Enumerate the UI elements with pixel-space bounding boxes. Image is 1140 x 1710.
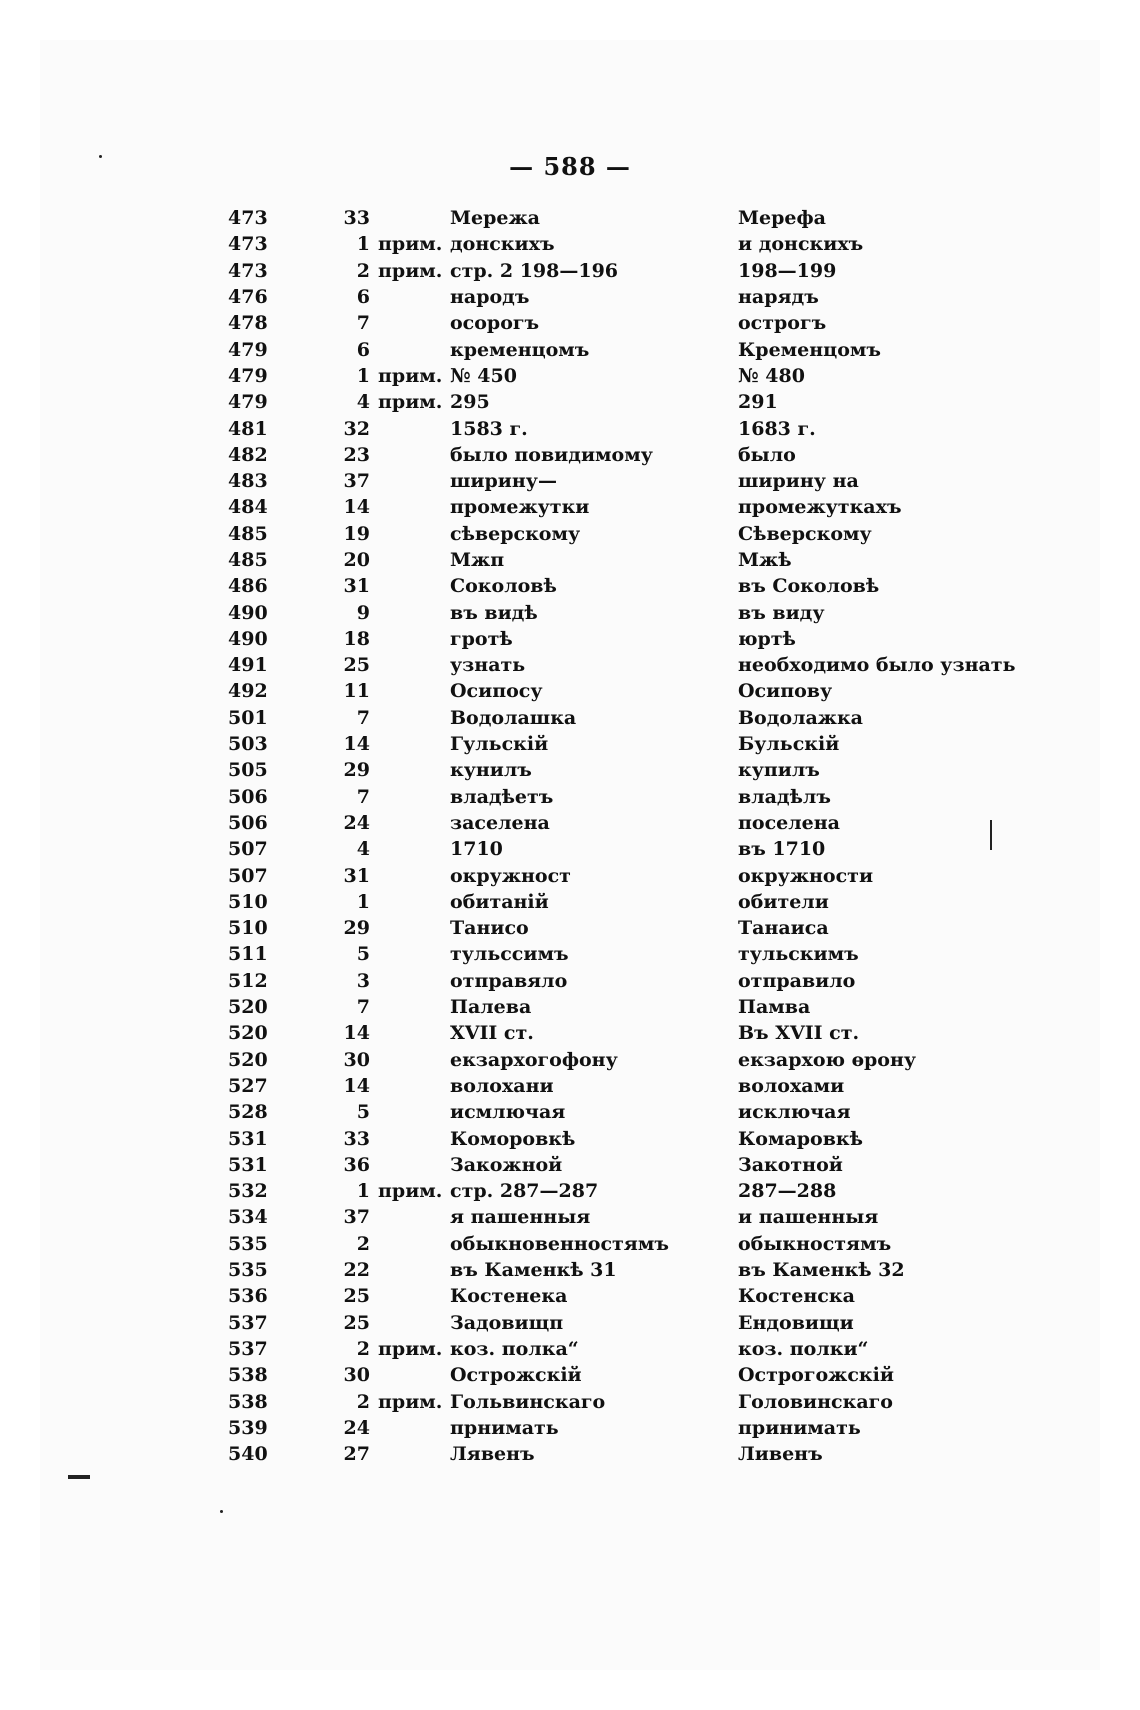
line-ref: 19: [343, 522, 370, 545]
page-ref: 539: [228, 1416, 268, 1439]
note-ref: [378, 415, 450, 441]
errata-row: [228, 1073, 1038, 1099]
line-ref: 25: [343, 654, 370, 677]
page-ref: 483: [228, 470, 268, 493]
errata-row: [228, 784, 1038, 810]
page-ref: 478: [228, 312, 268, 335]
correct-text: было: [738, 443, 796, 466]
note-ref: [378, 521, 450, 547]
page-number: — 588 —: [509, 152, 631, 181]
note-ref: [378, 336, 450, 362]
correct-text: въ виду: [738, 601, 825, 624]
errata-row: [228, 1388, 1038, 1414]
line-ref: 32: [343, 417, 370, 440]
errata-row: [228, 1047, 1038, 1073]
line-ref: 14: [343, 733, 370, 756]
correct-text: принимать: [738, 1416, 861, 1439]
line-ref: 33: [343, 207, 370, 230]
printed-text: Мжп: [450, 549, 505, 571]
printed-text: осорогъ: [450, 312, 540, 335]
printed-text: было повидимому: [450, 443, 653, 466]
correct-text: ширину на: [738, 470, 859, 493]
note-ref: [378, 1125, 450, 1151]
line-ref: 11: [343, 680, 370, 703]
correct-text: и донскихъ: [738, 233, 864, 256]
printed-text: Закожной: [450, 1153, 563, 1176]
printed-text: окружност: [450, 864, 571, 887]
errata-row: [228, 1020, 1038, 1046]
page-ref: 520: [228, 996, 268, 1019]
line-ref: 27: [343, 1443, 370, 1466]
note-ref: прим.: [378, 233, 443, 256]
note-ref: прим.: [378, 1180, 443, 1203]
page-ref: 511: [228, 943, 268, 966]
line-ref: 2: [356, 1337, 370, 1360]
line-ref: 30: [343, 1048, 370, 1071]
errata-row: [228, 652, 1038, 678]
note-ref: [378, 705, 450, 731]
correct-text: исключая: [738, 1101, 851, 1124]
correct-text: Танаиса: [738, 917, 829, 940]
printed-text: Водолашка: [450, 706, 577, 729]
note-ref: [378, 784, 450, 810]
note-ref: прим.: [378, 364, 443, 387]
correct-text: екзархою ѳрону: [738, 1048, 917, 1071]
page-ref: 538: [228, 1390, 268, 1413]
errata-row: [228, 284, 1038, 310]
note-ref: прим.: [378, 1390, 443, 1413]
errata-row: [228, 310, 1038, 336]
errata-row: [228, 994, 1038, 1020]
page-ref: 491: [228, 654, 268, 677]
correct-text: юртѣ: [738, 627, 796, 650]
note-ref: [378, 678, 450, 704]
scan-mark: [220, 1510, 223, 1513]
scan-mark: [990, 820, 992, 850]
correct-text: Въ XVII ст.: [738, 1022, 860, 1045]
page-ref: 503: [228, 733, 268, 756]
line-ref: 22: [343, 1259, 370, 1282]
page-ref: 510: [228, 890, 268, 913]
printed-text: въ Каменкѣ 31: [450, 1259, 617, 1282]
page-ref: 484: [228, 496, 268, 519]
printed-text: Осипосу: [450, 680, 543, 703]
page-ref: 485: [228, 549, 268, 571]
line-ref: 1: [356, 1180, 370, 1203]
page-ref: 532: [228, 1180, 268, 1203]
correct-text: обители: [738, 890, 829, 913]
correct-text: Ливенъ: [738, 1443, 823, 1466]
page-ref: 486: [228, 575, 268, 598]
note-ref: [378, 442, 450, 468]
line-ref: 7: [356, 996, 370, 1019]
correct-text: № 480: [738, 364, 805, 387]
line-ref: 25: [343, 1285, 370, 1308]
line-ref: 37: [343, 470, 370, 493]
page-ref: 506: [228, 811, 268, 834]
note-ref: [378, 757, 450, 783]
printed-text: исмлючая: [450, 1101, 566, 1124]
correct-text: Памва: [738, 996, 811, 1019]
note-ref: [378, 1231, 450, 1257]
page-ref: 520: [228, 1022, 268, 1045]
line-ref: 4: [356, 391, 370, 414]
page-ref: 505: [228, 759, 268, 782]
correct-text: въ 1710: [738, 838, 826, 861]
page-ref: 527: [228, 1074, 268, 1097]
page-ref: 490: [228, 601, 268, 624]
printed-text: Острожскій: [450, 1364, 582, 1387]
line-ref: 5: [356, 1101, 370, 1124]
correct-text: Ендовищи: [738, 1311, 854, 1334]
line-ref: 20: [343, 549, 370, 571]
correct-text: обыкностямъ: [738, 1232, 892, 1255]
errata-row: [228, 389, 1038, 415]
line-ref: 18: [343, 627, 370, 650]
note-ref: [378, 1020, 450, 1046]
correct-text: Кременцомъ: [738, 338, 881, 361]
printed-text: Палева: [450, 996, 532, 1019]
page-ref: 531: [228, 1127, 268, 1150]
errata-row: [228, 810, 1038, 836]
errata-row: [228, 521, 1038, 547]
page-ref: 473: [228, 233, 268, 256]
errata-row: [228, 731, 1038, 757]
correct-text: поселена: [738, 811, 840, 834]
note-ref: [378, 1415, 450, 1441]
correct-text: въ Соколовѣ: [738, 575, 880, 598]
correct-text: тульскимъ: [738, 943, 859, 966]
correct-text: владѣлъ: [738, 785, 831, 808]
note-ref: [378, 941, 450, 967]
errata-table: [228, 205, 1038, 1467]
page-ref: 479: [228, 364, 268, 387]
note-ref: прим.: [378, 1337, 443, 1360]
line-ref: 7: [356, 706, 370, 729]
printed-text: тульссимъ: [450, 943, 569, 966]
line-ref: 31: [343, 864, 370, 887]
page-ref: 531: [228, 1153, 268, 1176]
printed-text: обитаній: [450, 890, 549, 913]
correct-text: 287—288: [738, 1180, 837, 1203]
note-ref: [378, 836, 450, 862]
errata-row: [228, 1099, 1038, 1125]
correct-text: 1683 г.: [738, 417, 816, 440]
note-ref: [378, 494, 450, 520]
printed-text: отправяло: [450, 969, 568, 992]
correct-text: Водолажка: [738, 706, 863, 729]
line-ref: 2: [356, 1390, 370, 1413]
line-ref: 31: [343, 575, 370, 598]
page-ref: 507: [228, 864, 268, 887]
page-ref: 485: [228, 522, 268, 545]
printed-text: № 450: [450, 364, 517, 387]
page-ref: 520: [228, 1048, 268, 1071]
errata-row: [228, 599, 1038, 625]
note-ref: прим.: [378, 259, 443, 282]
line-ref: 33: [343, 1127, 370, 1150]
page-ref: 506: [228, 785, 268, 808]
page-ref: 479: [228, 338, 268, 361]
note-ref: [378, 284, 450, 310]
correct-text: въ Каменкѣ 32: [738, 1259, 905, 1282]
note-ref: [378, 994, 450, 1020]
printed-text: прнимать: [450, 1416, 559, 1439]
line-ref: 14: [343, 1074, 370, 1097]
correct-text: Бульскій: [738, 733, 840, 756]
printed-text: Соколовѣ: [450, 575, 557, 598]
note-ref: [378, 1204, 450, 1230]
errata-row: [228, 1336, 1038, 1362]
page-ref: 512: [228, 969, 268, 992]
page-ref: 482: [228, 443, 268, 466]
line-ref: 5: [356, 943, 370, 966]
errata-row: [228, 1204, 1038, 1230]
line-ref: 6: [356, 286, 370, 309]
line-ref: 6: [356, 338, 370, 361]
page-ref: 507: [228, 838, 268, 861]
correct-text: окружности: [738, 864, 874, 887]
note-ref: [378, 310, 450, 336]
printed-text: Танисо: [450, 917, 529, 940]
page-ref: 476: [228, 286, 268, 309]
errata-row: [228, 626, 1038, 652]
correct-text: Комаровкѣ: [738, 1127, 864, 1150]
errata-row: [228, 1309, 1038, 1335]
printed-text: донскихъ: [450, 233, 555, 256]
line-ref: 24: [343, 811, 370, 834]
errata-row: [228, 547, 1038, 573]
line-ref: 1: [356, 233, 370, 256]
errata-row: [228, 1441, 1038, 1467]
errata-row: [228, 573, 1038, 599]
page-ref: 537: [228, 1311, 268, 1334]
printed-text: стр. 2 198—196: [450, 259, 619, 282]
errata-row: [228, 442, 1038, 468]
page-ref: 528: [228, 1101, 268, 1124]
correct-text: купилъ: [738, 759, 820, 782]
correct-text: промежуткахъ: [738, 496, 902, 519]
page-ref: 501: [228, 706, 268, 729]
errata-row: [228, 494, 1038, 520]
errata-row: [228, 205, 1038, 231]
line-ref: 1: [356, 364, 370, 387]
errata-row: [228, 336, 1038, 362]
correct-text: коз. полки“: [738, 1337, 869, 1360]
correct-text: Мжѣ: [738, 549, 792, 571]
errata-row: [228, 941, 1038, 967]
errata-row: [228, 1415, 1038, 1441]
line-ref: 14: [343, 496, 370, 519]
printed-text: сѣверскому: [450, 522, 581, 545]
printed-text: Гульскій: [450, 733, 549, 756]
page-ref: 481: [228, 417, 268, 440]
page-ref: 473: [228, 207, 268, 230]
errata-row: [228, 1152, 1038, 1178]
printed-text: въ видѣ: [450, 601, 538, 624]
correct-text: 291: [738, 391, 778, 414]
line-ref: 9: [356, 601, 370, 624]
page-ref: 538: [228, 1364, 268, 1387]
printed-text: волохани: [450, 1074, 554, 1097]
note-ref: [378, 810, 450, 836]
line-ref: 23: [343, 443, 370, 466]
page-ref: 537: [228, 1337, 268, 1360]
line-ref: 1: [356, 890, 370, 913]
printed-text: Лявенъ: [450, 1443, 535, 1466]
note-ref: [378, 1309, 450, 1335]
correct-text: Закотной: [738, 1153, 843, 1176]
note-ref: [378, 626, 450, 652]
note-ref: [378, 889, 450, 915]
note-ref: [378, 1152, 450, 1178]
errata-row: [228, 1231, 1038, 1257]
printed-text: промежутки: [450, 496, 590, 519]
errata-row: [228, 678, 1038, 704]
errata-body: [228, 205, 1038, 1467]
correct-text: и пашенныя: [738, 1206, 879, 1229]
page-ref: 540: [228, 1443, 268, 1466]
note-ref: прим.: [378, 391, 443, 414]
line-ref: 2: [356, 1232, 370, 1255]
note-ref: [378, 547, 450, 573]
note-ref: [378, 205, 450, 231]
printed-text: кременцомъ: [450, 338, 590, 361]
printed-text: стр. 287—287: [450, 1180, 599, 1203]
errata-row: [228, 889, 1038, 915]
line-ref: 4: [356, 838, 370, 861]
note-ref: [378, 1099, 450, 1125]
printed-text: народъ: [450, 286, 530, 309]
printed-text: екзархогофону: [450, 1048, 618, 1071]
printed-text: я пашенныя: [450, 1206, 591, 1229]
note-ref: [378, 1362, 450, 1388]
page-ref: 510: [228, 917, 268, 940]
note-ref: [378, 1047, 450, 1073]
errata-row: [228, 1257, 1038, 1283]
note-ref: [378, 1283, 450, 1309]
line-ref: 14: [343, 1022, 370, 1045]
note-ref: [378, 862, 450, 888]
page-ref: 473: [228, 259, 268, 282]
line-ref: 7: [356, 312, 370, 335]
correct-text: Острогожскій: [738, 1364, 894, 1387]
page-ref: 492: [228, 680, 268, 703]
page-ref: 490: [228, 627, 268, 650]
note-ref: [378, 468, 450, 494]
printed-text: владѣетъ: [450, 785, 554, 808]
errata-row: [228, 231, 1038, 257]
printed-text: 1710: [450, 838, 503, 861]
correct-text: Сѣверскому: [738, 522, 872, 545]
errata-row: [228, 915, 1038, 941]
note-ref: [378, 1073, 450, 1099]
printed-text: 295: [450, 391, 490, 414]
note-ref: [378, 1257, 450, 1283]
page-ref: 535: [228, 1232, 268, 1255]
note-ref: [378, 573, 450, 599]
note-ref: [378, 1441, 450, 1467]
line-ref: 37: [343, 1206, 370, 1229]
note-ref: [378, 731, 450, 757]
correct-text: острогъ: [738, 312, 827, 335]
errata-row: [228, 468, 1038, 494]
errata-row: [228, 1362, 1038, 1388]
correct-text: Головинскаго: [738, 1390, 893, 1413]
note-ref: [378, 652, 450, 678]
scan-mark: [99, 155, 102, 158]
printed-text: Костенека: [450, 1285, 568, 1308]
correct-text: необходимо было узнать: [738, 654, 1016, 677]
line-ref: 2: [356, 259, 370, 282]
printed-text: Гольвинскаго: [450, 1390, 606, 1413]
page-ref: 534: [228, 1206, 268, 1229]
line-ref: 36: [343, 1153, 370, 1176]
page-ref: 535: [228, 1259, 268, 1282]
line-ref: 30: [343, 1364, 370, 1387]
note-ref: [378, 599, 450, 625]
printed-text: коз. полка“: [450, 1337, 579, 1360]
errata-row: [228, 757, 1038, 783]
printed-text: ширину—: [450, 470, 557, 493]
note-ref: [378, 968, 450, 994]
correct-text: Мерефа: [738, 207, 826, 230]
errata-row: [228, 1125, 1038, 1151]
printed-text: XVII ст.: [450, 1022, 534, 1045]
page-ref: 479: [228, 391, 268, 414]
page-ref: 536: [228, 1285, 268, 1308]
line-ref: 7: [356, 785, 370, 808]
printed-text: Задовищп: [450, 1311, 564, 1334]
printed-text: Коморовкѣ: [450, 1127, 576, 1150]
correct-text: Осипову: [738, 680, 833, 703]
line-ref: 24: [343, 1416, 370, 1439]
note-ref: [378, 915, 450, 941]
printed-text: гротѣ: [450, 627, 513, 650]
correct-text: нарядъ: [738, 286, 819, 309]
errata-row: [228, 968, 1038, 994]
line-ref: 29: [343, 917, 370, 940]
errata-row: [228, 363, 1038, 389]
printed-text: обыкновенностямъ: [450, 1232, 669, 1255]
printed-text: кунилъ: [450, 759, 532, 782]
line-ref: 3: [356, 969, 370, 992]
printed-text: Мережа: [450, 207, 540, 230]
errata-row: [228, 836, 1038, 862]
printed-text: заселена: [450, 811, 550, 834]
correct-text: волохами: [738, 1074, 845, 1097]
correct-text: Костенска: [738, 1285, 855, 1308]
line-ref: 29: [343, 759, 370, 782]
printed-text: узнать: [450, 654, 526, 677]
errata-row: [228, 1283, 1038, 1309]
scan-mark: [68, 1475, 90, 1479]
printed-text: 1583 г.: [450, 417, 528, 440]
correct-text: отправило: [738, 969, 856, 992]
errata-row: [228, 705, 1038, 731]
correct-text: 198—199: [738, 259, 837, 282]
line-ref: 25: [343, 1311, 370, 1334]
errata-row: [228, 415, 1038, 441]
errata-row: [228, 258, 1038, 284]
errata-row: [228, 1178, 1038, 1204]
errata-row: [228, 862, 1038, 888]
